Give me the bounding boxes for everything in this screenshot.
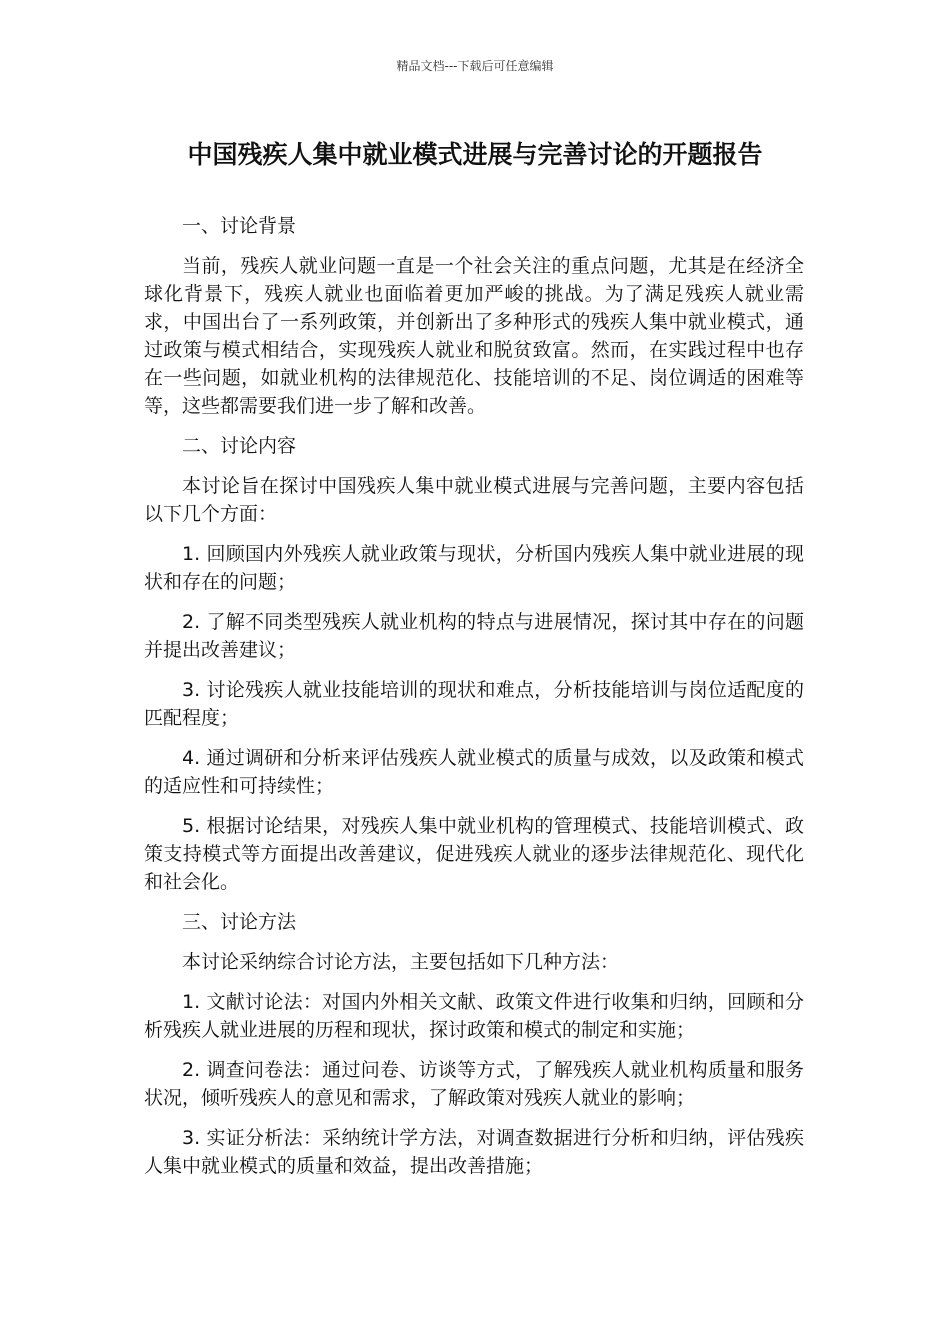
list-item-method-3: 3. 实证分析法：采纳统计学方法，对调查数据进行分析和归纳，评估残疾人集中就业模式的质量和效益，提出改善措施； [144, 1127, 804, 1177]
list-item-method-1: 1. 文献讨论法：对国内外相关文献、政策文件进行收集和归纳，回顾和分析残疾人就业进展的历程和现状，探讨政策和模式的制定和实施； [144, 991, 804, 1041]
section-heading-background: 一、讨论背景 [182, 215, 297, 237]
paragraph-background: 当前，残疾人就业问题一直是一个社会关注的重点问题，尤其是在经济全球化背景下，残疾人就业也面临着更加严峻的挑战。为了满足残疾人就业需求，中国出台了一系列政策，并创新出了多种形式的残疾人集中就业模式，通过政策与模式相结合，实现残疾人就业和脱贫致富。然而，在实践过程中也存在一些问题，如就业机构的法律规范化、技能培训的不足、岗位调适的困难等等，这些都需要我们进一步了解和改善。 [144, 255, 804, 417]
list-item-content-2: 2. 了解不同类型残疾人就业机构的特点与进展情况，探讨其中存在的问题并提出改善建议； [144, 611, 804, 661]
list-item-content-4: 4. 通过调研和分析来评估残疾人就业模式的质量与成效，以及政策和模式的适应性和可持续性； [144, 747, 804, 797]
list-item-content-5: 5. 根据讨论结果，对残疾人集中就业机构的管理模式、技能培训模式、政策支持模式等方面提出改善建议，促进残疾人就业的逐步法律规范化、现代化和社会化。 [144, 815, 804, 893]
list-item-method-2: 2. 调查问卷法：通过问卷、访谈等方式，了解残疾人就业机构质量和服务状况，倾听残疾人的意见和需求，了解政策对残疾人就业的影响； [144, 1059, 804, 1109]
list-item-content-1: 1. 回顾国内外残疾人就业政策与现状，分析国内残疾人集中就业进展的现状和存在的问题； [144, 543, 804, 593]
paragraph-content-intro: 本讨论旨在探讨中国残疾人集中就业模式进展与完善问题，主要内容包括以下几个方面： [144, 475, 804, 525]
paragraph-methods-intro: 本讨论采纳综合讨论方法，主要包括如下几种方法： [182, 951, 620, 973]
section-heading-methods: 三、讨论方法 [182, 911, 297, 933]
list-item-content-3: 3. 讨论残疾人就业技能培训的现状和难点，分析技能培训与岗位适配度的匹配程度； [144, 679, 804, 729]
document-body [144, 212, 804, 1192]
header-note: 精品文档---下载后可任意编辑 [396, 59, 554, 73]
document-title: 中国残疾人集中就业模式进展与完善讨论的开题报告 [187, 140, 763, 169]
section-heading-content: 二、讨论内容 [182, 435, 297, 457]
